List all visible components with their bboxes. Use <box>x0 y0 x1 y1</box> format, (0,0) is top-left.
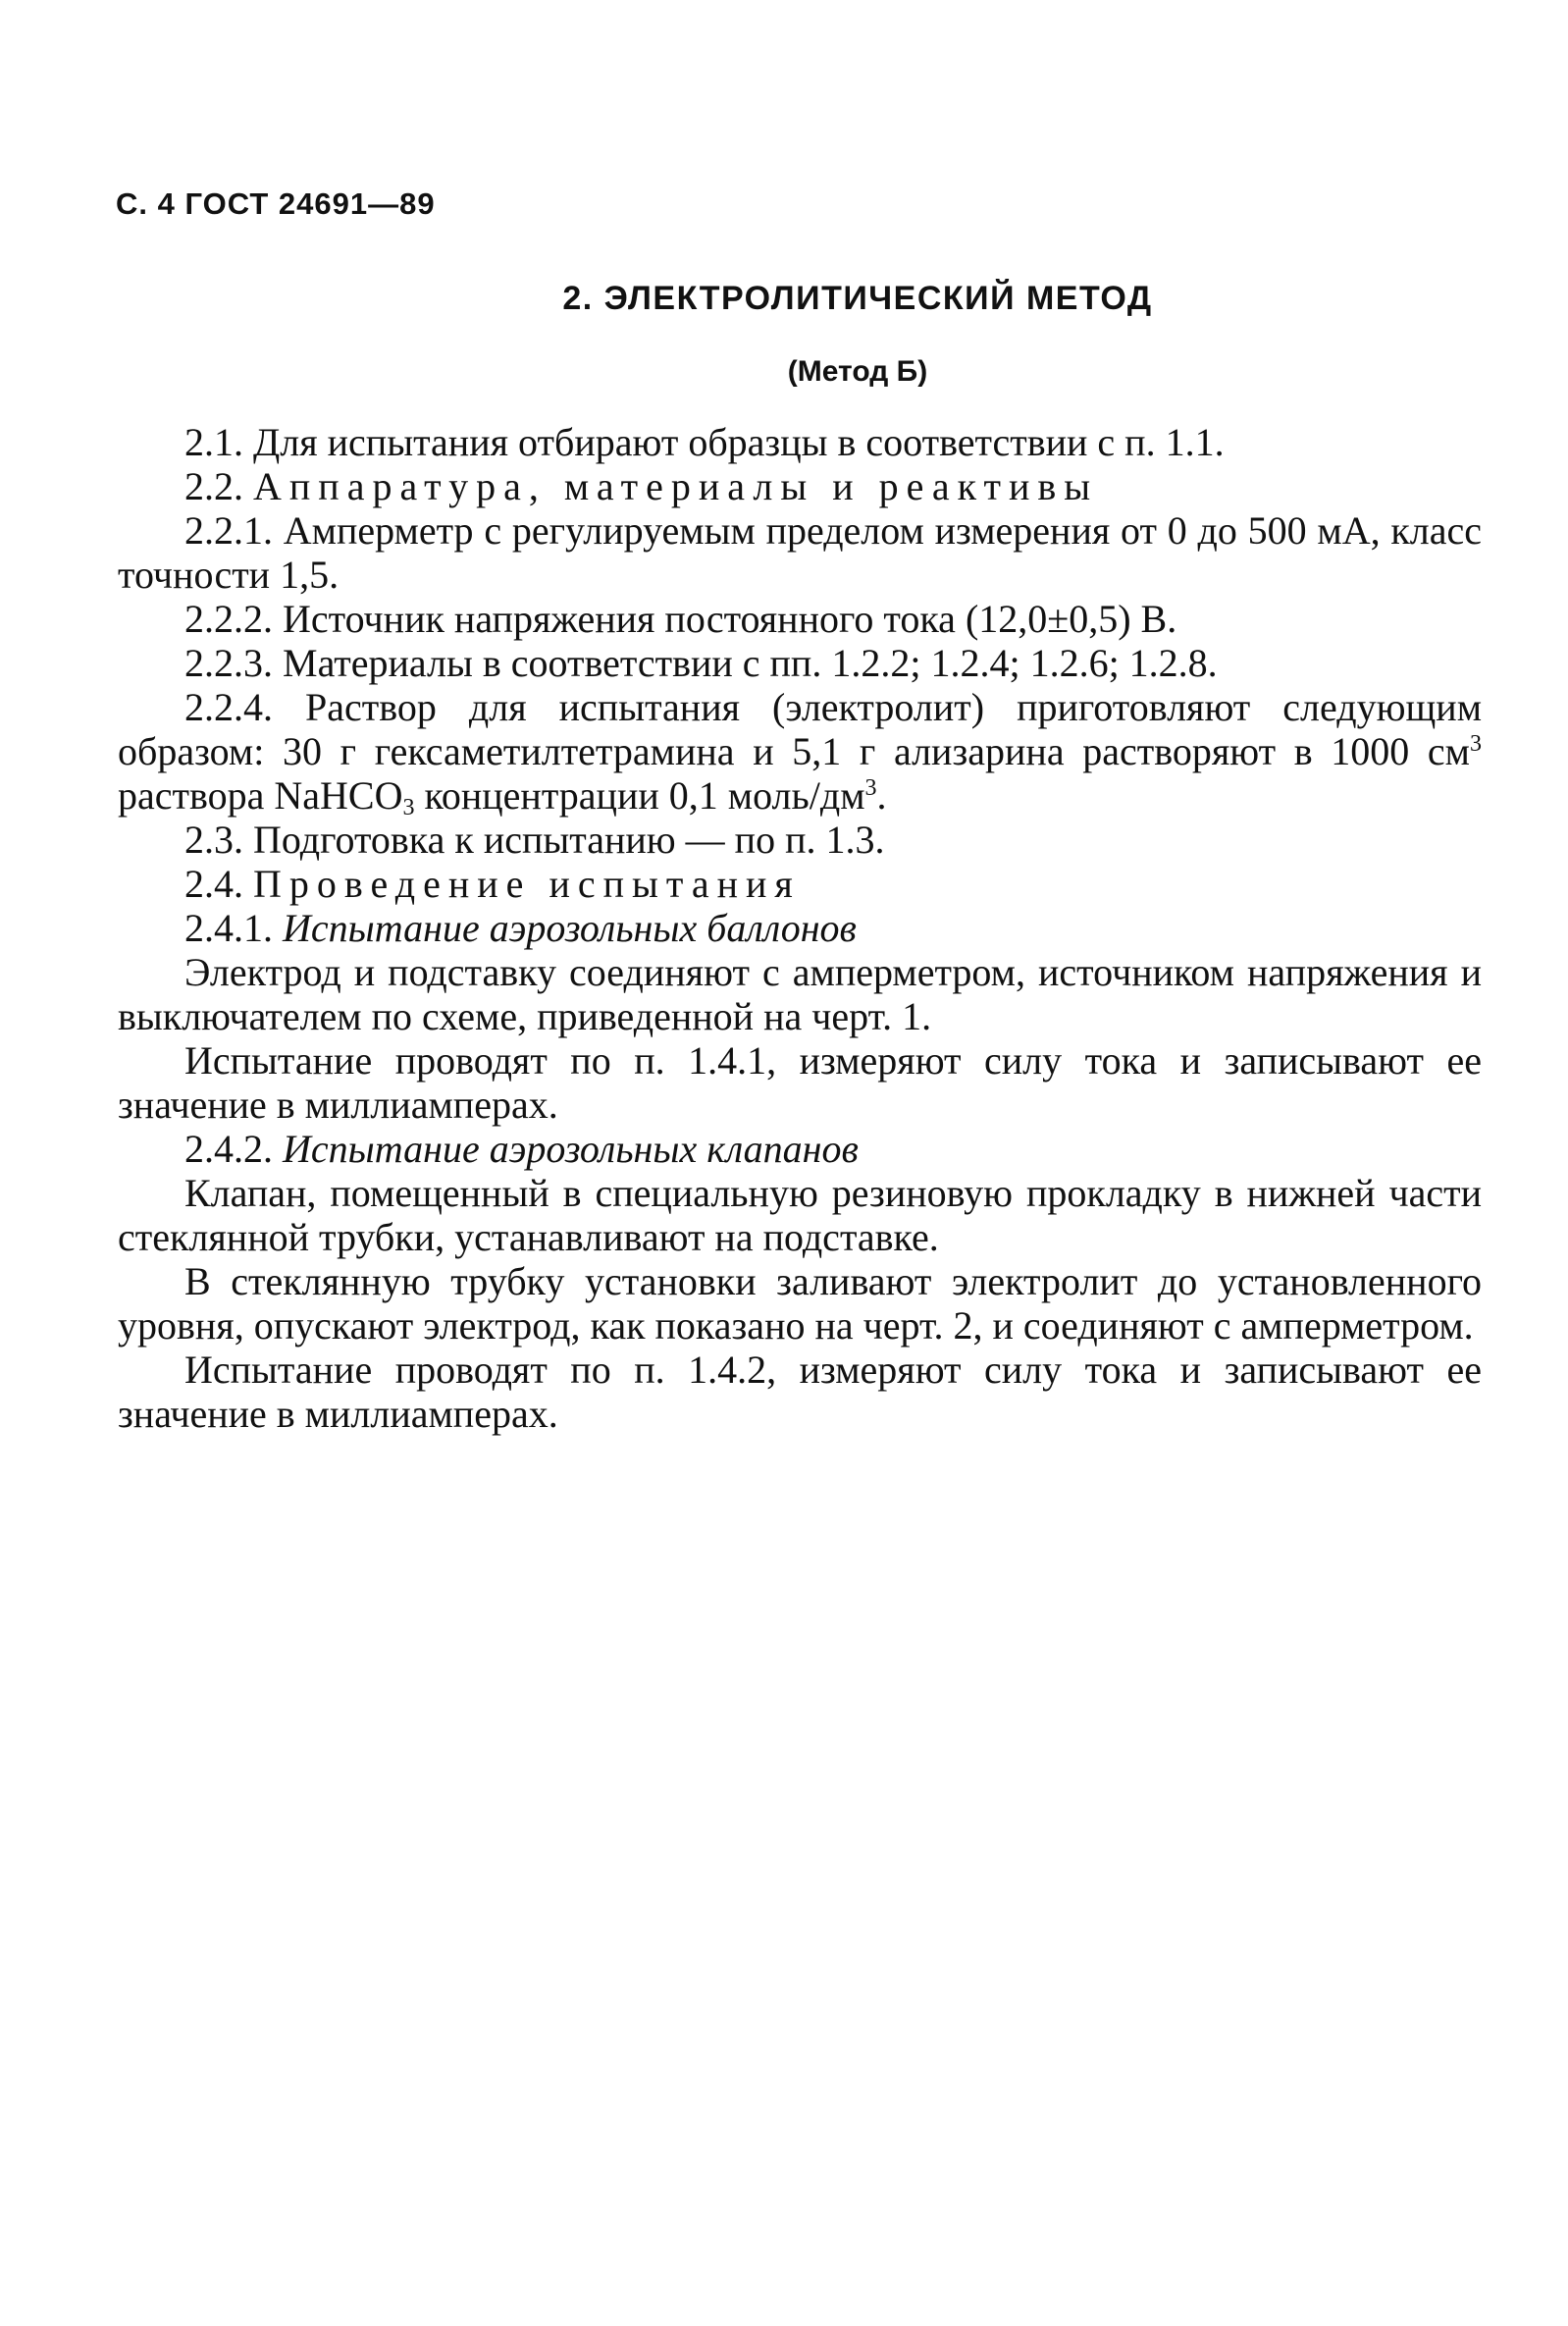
paragraph-2-2-4 <box>118 685 1482 818</box>
paragraph-2-4-1-text-1: Электрод и подставку соединяют с амперметром, источником напряжения и выключателем по схеме, приведенной на черт. 1. <box>118 950 1482 1038</box>
paragraph-2-4-1 <box>118 906 1482 950</box>
paragraph-2-2-2: 2.2.2. Источник напряжения постоянного тока (12,0±0,5) В. <box>184 597 1177 641</box>
paragraph-2-4 <box>118 862 1482 906</box>
superscript-cm3: 3 <box>1470 731 1482 757</box>
paragraph-2-2-4-text-d: . <box>876 773 887 818</box>
paragraph-2-4-2-heading: Испытание аэрозольных клапанов <box>283 1127 859 1171</box>
page-header: С. 4 ГОСТ 24691—89 <box>116 186 436 221</box>
paragraph-2-2 <box>118 464 1482 508</box>
paragraph-2-4-2 <box>118 1127 1482 1171</box>
paragraph-2-2-3: 2.2.3. Материалы в соответствии с пп. 1.2.2; 1.2.4; 1.2.6; 1.2.8. <box>184 641 1218 685</box>
paragraph-2-3: 2.3. Подготовка к испытанию — по п. 1.3. <box>184 818 885 862</box>
paragraph-2-4-heading: Проведение испытания <box>253 862 801 906</box>
paragraph-2-2-number: 2.2. <box>184 464 253 508</box>
paragraph-2-4-2-text-2: В стеклянную трубку установки заливают электролит до установленного уровня, опускают электрод, как показано на черт. 2, и соединяют с амперметром. <box>118 1259 1482 1348</box>
paragraph-2-2-4-text-a: 2.2.4. Раствор для испытания (электролит) приготовляют следующим образом: 30 г гексаметилтетрамина и 5,1 г ализарина растворяют в 1000 см <box>118 685 1482 773</box>
document-body <box>118 420 1482 1436</box>
paragraph-2-4-2-number: 2.4.2. <box>184 1127 283 1171</box>
paragraph-2-4-2-text-1: Клапан, помещенный в специальную резиновую прокладку в нижней части стеклянной трубки, устанавливают на подставке. <box>118 1171 1482 1259</box>
paragraph-2-2-4-text-b: раствора NaHCO <box>118 773 403 818</box>
paragraph-2-2-1: 2.2.1. Амперметр с регулируемым пределом измерения от 0 до 500 мА, класс точности 1,5. <box>118 508 1482 597</box>
subscript-nahco3: 3 <box>402 795 415 820</box>
paragraph-2-4-1-text-2: Испытание проводят по п. 1.4.1, измеряют силу тока и записывают ее значение в миллиамперах. <box>118 1038 1482 1127</box>
paragraph-2-4-number: 2.4. <box>184 862 253 906</box>
paragraph-2-4-2-text-3: Испытание проводят по п. 1.4.2, измеряют силу тока и записывают ее значение в миллиамперах. <box>118 1348 1482 1436</box>
paragraph-2-2-heading: Аппаратура, материалы и реактивы <box>253 464 1099 508</box>
section-title: 2. ЭЛЕКТРОЛИТИЧЕСКИЙ МЕТОД <box>562 280 1153 317</box>
paragraph-2-4-1-number: 2.4.1. <box>184 906 283 950</box>
paragraph-2-2-4-text-c: концентрации 0,1 моль/дм <box>414 773 865 818</box>
superscript-dm3: 3 <box>864 775 877 801</box>
paragraph-2-1: 2.1. Для испытания отбирают образцы в соответствии с п. 1.1. <box>184 420 1225 464</box>
paragraph-2-4-1-heading: Испытание аэрозольных баллонов <box>283 906 857 950</box>
section-subtitle: (Метод Б) <box>787 355 928 388</box>
